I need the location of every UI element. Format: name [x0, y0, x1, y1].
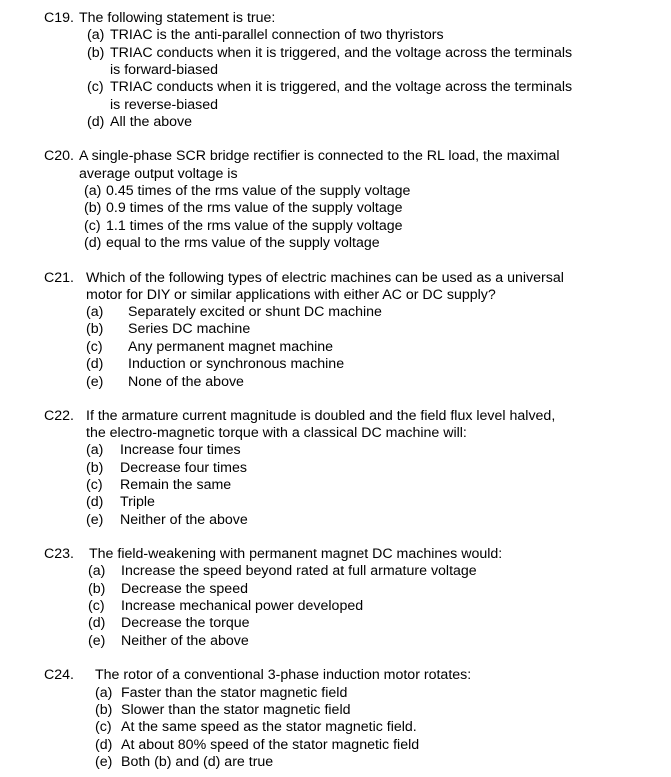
option-label: (b)	[87, 45, 105, 61]
question-stem-line: If the armature current magnitude is doubled and the field flux level halved,	[86, 408, 556, 424]
option-text: Triple	[120, 494, 155, 510]
option-label: (e)	[86, 374, 104, 390]
option-label: (d)	[88, 615, 106, 631]
option-text: TRIAC is the anti-parallel connection of two thyristors	[110, 27, 444, 43]
question-stem-line: average output voltage is	[79, 166, 238, 182]
question-number: C22.	[44, 408, 74, 424]
option-label: (d)	[87, 114, 105, 130]
option-text: Induction or synchronous machine	[128, 356, 345, 372]
option-text: Both (b) and (d) are true	[121, 754, 274, 770]
option-text: Increase mechanical power developed	[121, 598, 364, 614]
option-label: (b)	[88, 581, 106, 597]
option-text: 0.9 times of the rms value of the supply voltage	[106, 200, 403, 216]
question-stem-line: Which of the following types of electric machines can be used as a universal	[86, 270, 564, 286]
option-label: (b)	[84, 200, 102, 216]
option-text: Decrease the torque	[121, 615, 250, 631]
option-label: (e)	[88, 633, 106, 649]
question-stem-line: The rotor of a conventional 3-phase induction motor rotates:	[95, 667, 472, 683]
question-stem-line: the electro-magnetic torque with a classical DC machine will:	[86, 425, 467, 441]
question-number: C19.	[44, 10, 74, 26]
option-text: Decrease four times	[120, 460, 247, 476]
option-label: (d)	[95, 737, 113, 753]
question-stem-line: motor for DIY or similar applications with either AC or DC supply?	[86, 287, 496, 303]
option-label: (a)	[86, 304, 104, 320]
option-text: All the above	[110, 114, 193, 130]
option-text: Slower than the stator magnetic field	[121, 702, 351, 718]
option-text: Remain the same	[120, 477, 232, 493]
option-label: (d)	[86, 356, 104, 372]
option-label: (c)	[87, 79, 104, 95]
option-label: (c)	[84, 218, 101, 234]
option-text: Faster than the stator magnetic field	[121, 685, 348, 701]
option-label: (a)	[86, 442, 104, 458]
question-stem-line: A single-phase SCR bridge rectifier is connected to the RL load, the maximal	[79, 148, 560, 164]
option-label: (c)	[86, 339, 103, 355]
option-text: is forward-biased	[110, 62, 219, 78]
question-number: C20.	[44, 148, 74, 164]
option-text: TRIAC conducts when it is triggered, and the voltage across the terminals	[110, 45, 573, 61]
option-label: (b)	[86, 460, 104, 476]
option-text: Any permanent magnet machine	[128, 339, 334, 355]
option-label: (e)	[86, 512, 104, 528]
option-label: (a)	[95, 685, 113, 701]
option-label: (c)	[95, 719, 112, 735]
question-number: C23.	[44, 546, 74, 562]
option-label: (e)	[95, 754, 113, 770]
option-label: (b)	[95, 702, 113, 718]
option-text: At the same speed as the stator magnetic field.	[121, 719, 417, 735]
option-label: (d)	[86, 494, 104, 510]
option-text: Separately excited or shunt DC machine	[128, 304, 382, 320]
option-text: None of the above	[128, 374, 244, 390]
option-label: (a)	[87, 27, 105, 43]
option-label: (a)	[88, 563, 106, 579]
option-text: At about 80% speed of the stator magnetic field	[121, 737, 420, 753]
question-stem-line: The following statement is true:	[79, 10, 276, 26]
option-label: (d)	[84, 235, 102, 251]
option-label: (c)	[88, 598, 105, 614]
option-label: (a)	[84, 183, 102, 199]
question-number: C24.	[44, 667, 74, 683]
option-label: (c)	[86, 477, 103, 493]
option-text: Neither of the above	[120, 512, 248, 528]
option-text: 1.1 times of the rms value of the supply voltage	[106, 218, 403, 234]
option-text: Decrease the speed	[121, 581, 248, 597]
question-number: C21.	[44, 270, 74, 286]
option-text: Increase four times	[120, 442, 241, 458]
option-label: (b)	[86, 321, 104, 337]
question-stem-line: The field-weakening with permanent magnet DC machines would:	[89, 546, 503, 562]
option-text: equal to the rms value of the supply voltage	[106, 235, 380, 251]
option-text: Increase the speed beyond rated at full armature voltage	[121, 563, 477, 579]
option-text: is reverse-biased	[110, 97, 219, 113]
option-text: 0.45 times of the rms value of the supply voltage	[106, 183, 411, 199]
option-text: Neither of the above	[121, 633, 249, 649]
option-text: TRIAC conducts when it is triggered, and the voltage across the terminals	[110, 79, 573, 95]
option-text: Series DC machine	[128, 321, 251, 337]
